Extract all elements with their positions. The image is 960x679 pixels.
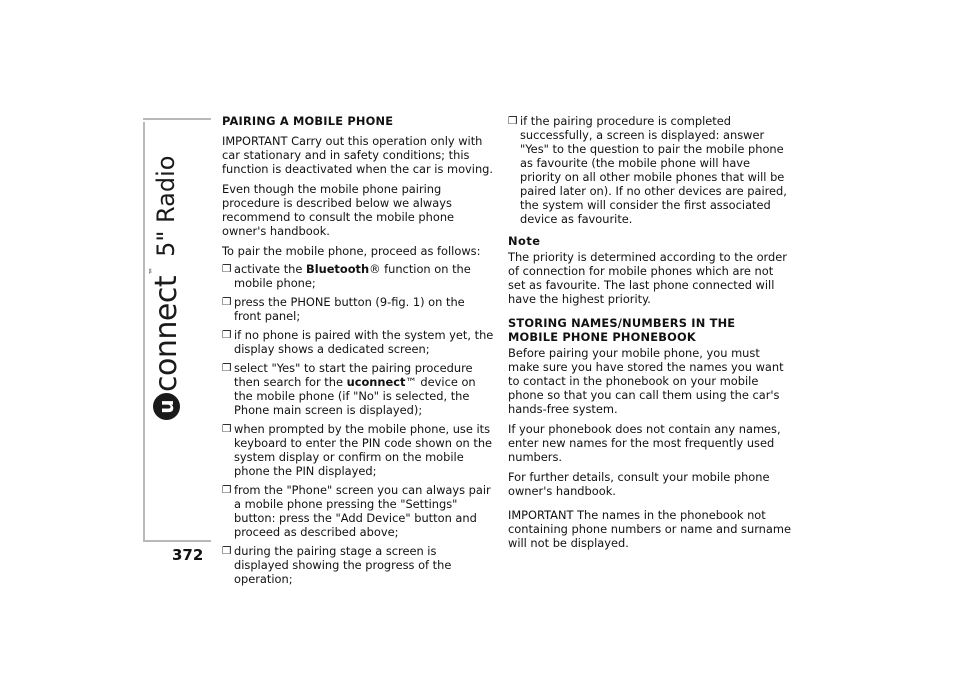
list-item: ❒ during the pairing stage a screen is displayed showing the progress of the operation; xyxy=(222,544,452,586)
note-heading: Note xyxy=(508,234,541,248)
checkbox-bullet-icon: ❒ xyxy=(222,484,232,496)
list-item: ❒ select "Yes" to start the pairing procedure then search for the uconnect™ device on the mobile phone (if "No" is selected, the Phone main screen is displayed); xyxy=(222,361,476,417)
checkbox-bullet-icon: ❒ xyxy=(222,329,232,341)
section-brand-label xyxy=(146,120,186,420)
right-column xyxy=(508,114,793,556)
paragraph-no-names: If your phonebook does not contain any names, enter new names for the most frequently used numbers. xyxy=(508,422,781,464)
list-item: ❒ when prompted by the mobile phone, use its keyboard to enter the PIN code shown on the system display or confirm on the mobile phone the PIN displayed; xyxy=(222,422,493,478)
paragraph-proceed: To pair the mobile phone, proceed as follows: xyxy=(222,244,481,258)
section-heading-pairing: PAIRING A MOBILE PHONE xyxy=(222,114,394,128)
list-item: ❒ from the "Phone" screen you can always pair a mobile phone pressing the "Settings" button: press the "Add Device" button and proceed as described above; xyxy=(222,483,491,539)
page-number: 372 xyxy=(172,546,204,564)
checkbox-bullet-icon: ❒ xyxy=(508,115,518,127)
brand-trademark: ™ xyxy=(147,266,157,275)
list-item: ❒ press the PHONE button (9-fig. 1) on the front panel; xyxy=(222,295,465,323)
checkbox-bullet-icon: ❒ xyxy=(222,423,232,435)
list-item: ❒ activate the Bluetooth® function on the mobile phone; xyxy=(222,262,471,290)
section-heading-phonebook: STORING NAMES/NUMBERS IN THE MOBILE PHONE PHONEBOOK xyxy=(508,316,736,344)
margin-rule-bottom xyxy=(143,540,211,542)
checkbox-bullet-icon: ❒ xyxy=(222,263,232,275)
brand-name: connect xyxy=(148,275,184,392)
list-item: ❒ if the pairing procedure is completed successfully, a screen is displayed: answer "Yes" to the question to pair the mobile phone as favourite (the mobile phone will have priority on all other mobile phones that will be paired later on). If no other devices are paired, the system will consider the first associated device as favourite. xyxy=(508,114,787,226)
checkbox-bullet-icon: ❒ xyxy=(222,296,232,308)
left-column xyxy=(222,114,494,591)
paragraph-handbook: Even though the mobile phone pairing procedure is described below we always recommend to consult the mobile phone owner's handbook. xyxy=(222,182,455,238)
margin-rule xyxy=(143,122,145,540)
checkbox-bullet-icon: ❒ xyxy=(222,545,232,557)
paragraph-further-details: For further details, consult your mobile phone owner's handbook. xyxy=(508,470,770,498)
bluetooth-term: Bluetooth xyxy=(306,262,370,276)
paragraph-before-pairing: Before pairing your mobile phone, you must make sure you have stored the names you want to contact in the phonebook on your mobile phone so that you can call them using the car's hands-free system. xyxy=(508,346,784,416)
checkbox-bullet-icon: ❒ xyxy=(222,362,232,374)
uconnect-term: uconnect xyxy=(346,375,406,389)
note-text: The priority is determined according to the order of connection for mobile phones which are not set as favourite. The last phone connected will have the highest priority. xyxy=(508,250,787,306)
uconnect-logo-icon: u xyxy=(153,393,180,420)
list-item: ❒ if no phone is paired with the system yet, the display shows a dedicated screen; xyxy=(222,328,494,356)
paragraph-important-names: IMPORTANT The names in the phonebook not containing phone numbers or name and surname will not be displayed. xyxy=(508,508,791,550)
brand-model: 5" Radio xyxy=(152,155,180,257)
paragraph-important: IMPORTANT Carry out this operation only with car stationary and in safety conditions; this function is deactivated when the car is moving. xyxy=(222,134,494,176)
